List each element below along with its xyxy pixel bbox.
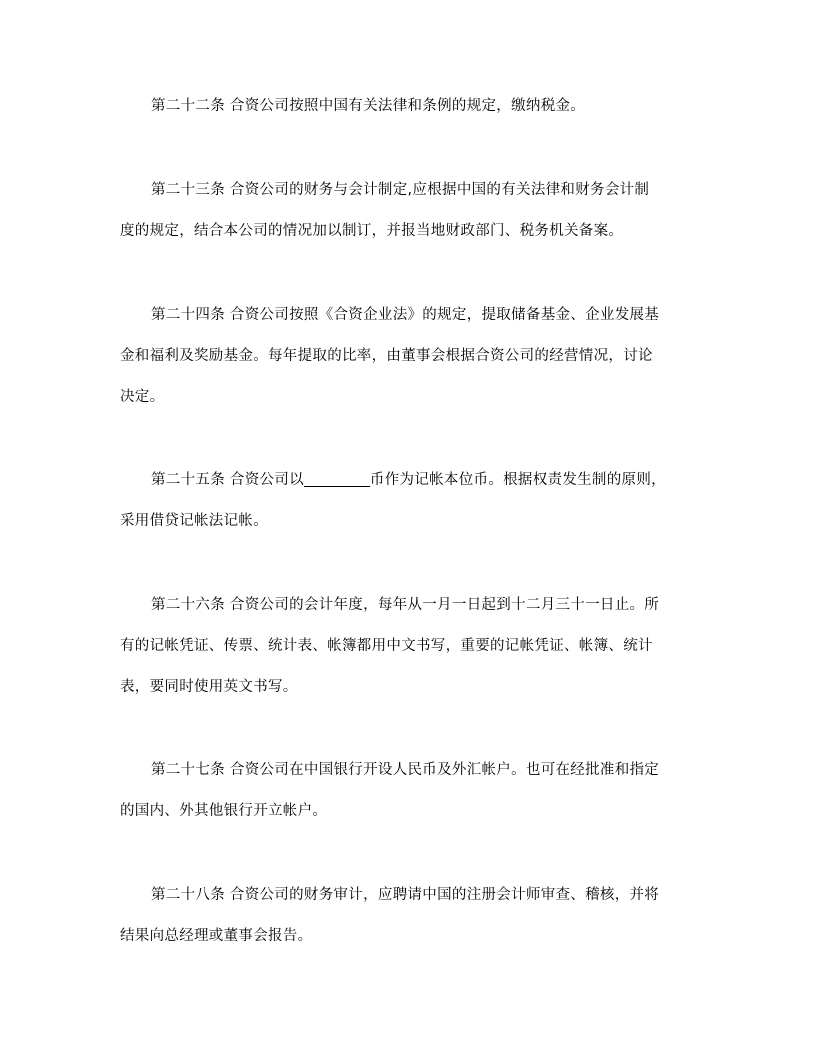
article-22 (120, 86, 696, 127)
text-line: 金和福利及奖励基金。每年提取的比率，由董事会根据合资公司的经营情况，讨论 (120, 348, 653, 364)
text-line: 的国内、外其他银行开立帐户。 (120, 803, 328, 819)
article-24 (120, 295, 696, 418)
text-line: 表，要同时使用英文书写。 (120, 679, 298, 695)
article-26 (120, 585, 696, 708)
text-line: 决定。 (120, 389, 165, 405)
text-line: 第二十七条 合资公司在中国银行开设人民币及外汇帐户。也可在经批准和指定 (151, 762, 660, 778)
article-25 (120, 460, 696, 542)
text-line: 第二十二条 合资公司按照中国有关法律和条例的规定，缴纳税金。 (151, 98, 586, 114)
text-line: 结果向总经理或董事会报告。 (120, 928, 313, 944)
text-line: 第二十八条 合资公司的财务审计，应聘请中国的注册会计师审查、稽核，并将 (151, 887, 660, 903)
article-23 (120, 170, 696, 252)
text-segment: 币作为记帐本位币。根据权责发生制的原则， (369, 472, 666, 488)
text-line: 第二十三条 合资公司的财务与会计制定,应根据中国的有关法律和财务会计制 (151, 182, 650, 198)
text-line: 第二十六条 合资公司的会计年度，每年从一月一日起到十二月三十一日止。所 (151, 597, 660, 613)
text-line (120, 460, 696, 501)
article-27 (120, 750, 696, 832)
document-page (120, 0, 696, 1056)
text-line: 有的记帐凭证、传票、统计表、帐簿都用中文书写，重要的记帐凭证、帐簿、统计 (120, 638, 653, 654)
text-line: 采用借贷记帐法记帐。 (120, 513, 268, 529)
fill-in-blank (304, 470, 370, 487)
text-segment: 第二十五条 合资公司以 (151, 472, 304, 488)
text-line: 第二十四条 合资公司按照《合资企业法》的规定，提取储备基金、企业发展基 (151, 307, 660, 323)
article-28 (120, 875, 696, 957)
text-line: 度的规定，结合本公司的情况加以制订，并报当地财政部门、税务机关备案。 (120, 223, 624, 239)
